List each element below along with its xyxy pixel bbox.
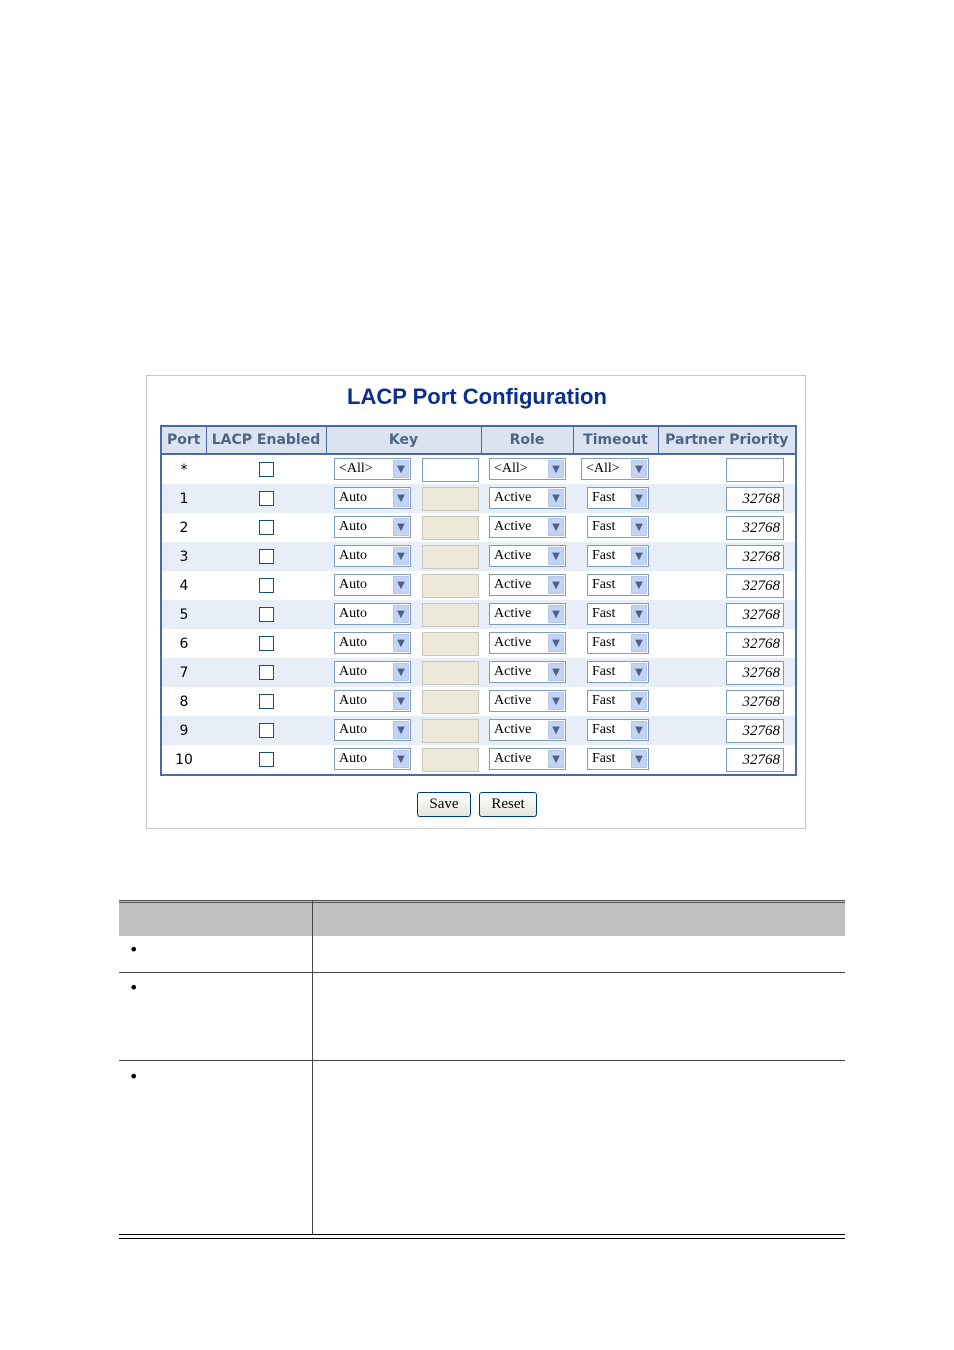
- lacp-enabled-checkbox[interactable]: [259, 665, 274, 680]
- timeout-select[interactable]: Fast ▼: [587, 574, 649, 596]
- partner-priority-input[interactable]: 32768: [726, 487, 784, 511]
- lacp-enabled-checkbox[interactable]: [259, 752, 274, 767]
- table-row: [161, 513, 796, 542]
- chevron-down-icon: ▼: [548, 518, 564, 536]
- chevron-down-icon: ▼: [548, 721, 564, 739]
- chevron-down-icon: ▼: [548, 547, 564, 565]
- timeout-select[interactable]: Fast ▼: [587, 603, 649, 625]
- chevron-down-icon: ▼: [548, 750, 564, 768]
- key-select[interactable]: Auto ▼: [334, 748, 411, 770]
- key-select[interactable]: Auto ▼: [334, 632, 411, 654]
- partner-priority-all-input[interactable]: [726, 458, 784, 482]
- timeout-select[interactable]: Fast ▼: [587, 690, 649, 712]
- header-port: Port: [161, 426, 206, 454]
- timeout-all-select[interactable]: <All> ▼: [581, 458, 649, 480]
- chevron-down-icon: ▼: [548, 489, 564, 507]
- timeout-select[interactable]: Fast ▼: [587, 516, 649, 538]
- partner-priority-input[interactable]: 32768: [726, 661, 784, 685]
- timeout-select[interactable]: Fast ▼: [587, 719, 649, 741]
- chevron-down-icon: ▼: [548, 576, 564, 594]
- port-cell: 6: [161, 629, 206, 658]
- table-row: [161, 542, 796, 571]
- role-select[interactable]: Active ▼: [489, 574, 566, 596]
- key-select[interactable]: Auto ▼: [334, 545, 411, 567]
- partner-priority-input[interactable]: 32768: [726, 574, 784, 598]
- port-cell: 9: [161, 716, 206, 745]
- key-value-input: [422, 603, 479, 627]
- table-row: [161, 687, 796, 716]
- reset-button[interactable]: Reset: [479, 792, 537, 817]
- key-value-input: [422, 661, 479, 685]
- header-key: Key: [326, 426, 481, 454]
- port-cell: *: [161, 454, 206, 484]
- table-row: [161, 745, 796, 775]
- key-all-select[interactable]: <All> ▼: [334, 458, 411, 480]
- chevron-down-icon: ▼: [631, 692, 647, 710]
- chevron-down-icon: ▼: [393, 605, 409, 623]
- role-select[interactable]: Active ▼: [489, 690, 566, 712]
- key-select[interactable]: Auto ▼: [334, 487, 411, 509]
- header-lacp-enabled: LACP Enabled: [206, 426, 326, 454]
- key-value-input: [422, 719, 479, 743]
- role-select[interactable]: Active ▼: [489, 516, 566, 538]
- chevron-down-icon: ▼: [631, 634, 647, 652]
- key-select[interactable]: Auto ▼: [334, 574, 411, 596]
- chevron-down-icon: ▼: [393, 721, 409, 739]
- port-cell: 1: [161, 484, 206, 513]
- chevron-down-icon: ▼: [631, 576, 647, 594]
- role-select[interactable]: Active ▼: [489, 487, 566, 509]
- key-select[interactable]: Auto ▼: [334, 690, 411, 712]
- port-cell: 10: [161, 745, 206, 775]
- timeout-select[interactable]: Fast ▼: [587, 545, 649, 567]
- lacp-enabled-checkbox[interactable]: [259, 607, 274, 622]
- lacp-enabled-all-checkbox[interactable]: [259, 462, 274, 477]
- table-row: [161, 629, 796, 658]
- key-select[interactable]: Auto ▼: [334, 603, 411, 625]
- partner-priority-input[interactable]: 32768: [726, 690, 784, 714]
- key-value-input: [422, 690, 479, 714]
- lacp-config-panel: [146, 375, 806, 829]
- description-header: [119, 900, 845, 936]
- role-all-select[interactable]: <All> ▼: [489, 458, 566, 480]
- table-row: [161, 484, 796, 513]
- chevron-down-icon: ▼: [548, 460, 564, 478]
- role-select[interactable]: Active ▼: [489, 748, 566, 770]
- role-select[interactable]: Active ▼: [489, 719, 566, 741]
- port-cell: 8: [161, 687, 206, 716]
- key-value-input: [422, 574, 479, 598]
- key-value-input: [422, 545, 479, 569]
- chevron-down-icon: ▼: [548, 663, 564, 681]
- lacp-enabled-checkbox[interactable]: [259, 636, 274, 651]
- chevron-down-icon: ▼: [631, 518, 647, 536]
- chevron-down-icon: ▼: [548, 605, 564, 623]
- chevron-down-icon: ▼: [393, 460, 409, 478]
- timeout-select[interactable]: Fast ▼: [587, 487, 649, 509]
- bullet: •: [129, 978, 139, 997]
- chevron-down-icon: ▼: [631, 750, 647, 768]
- chevron-down-icon: ▼: [393, 663, 409, 681]
- table-row: [161, 658, 796, 687]
- chevron-down-icon: ▼: [631, 721, 647, 739]
- chevron-down-icon: ▼: [393, 547, 409, 565]
- key-value-input: [422, 632, 479, 656]
- port-cell: 3: [161, 542, 206, 571]
- bullet: •: [129, 1067, 139, 1086]
- header-partner-priority: Partner Priority: [658, 426, 796, 454]
- role-select[interactable]: Active ▼: [489, 661, 566, 683]
- chevron-down-icon: ▼: [393, 518, 409, 536]
- partner-priority-input[interactable]: 32768: [726, 748, 784, 772]
- table-row-all: [161, 454, 796, 484]
- table-row: [161, 600, 796, 629]
- chevron-down-icon: ▼: [393, 489, 409, 507]
- chevron-down-icon: ▼: [631, 547, 647, 565]
- header-role: Role: [481, 426, 573, 454]
- key-value-input: [422, 516, 479, 540]
- lacp-enabled-checkbox[interactable]: [259, 491, 274, 506]
- table-row: [161, 571, 796, 600]
- save-button[interactable]: Save: [417, 792, 471, 817]
- role-select[interactable]: Active ▼: [489, 632, 566, 654]
- chevron-down-icon: ▼: [631, 489, 647, 507]
- chevron-down-icon: ▼: [393, 576, 409, 594]
- timeout-select[interactable]: Fast ▼: [587, 661, 649, 683]
- partner-priority-input[interactable]: 32768: [726, 632, 784, 656]
- partner-priority-input[interactable]: 32768: [726, 516, 784, 540]
- chevron-down-icon: ▼: [393, 692, 409, 710]
- key-select[interactable]: Auto ▼: [334, 719, 411, 741]
- chevron-down-icon: ▼: [631, 663, 647, 681]
- port-cell: 2: [161, 513, 206, 542]
- port-cell: 5: [161, 600, 206, 629]
- chevron-down-icon: ▼: [631, 460, 647, 478]
- bullet: •: [129, 940, 139, 959]
- key-select[interactable]: Auto ▼: [334, 516, 411, 538]
- lacp-enabled-checkbox[interactable]: [259, 549, 274, 564]
- partner-priority-input[interactable]: 32768: [726, 603, 784, 627]
- chevron-down-icon: ▼: [548, 692, 564, 710]
- chevron-down-icon: ▼: [631, 605, 647, 623]
- role-select[interactable]: Active ▼: [489, 603, 566, 625]
- partner-priority-input[interactable]: 32768: [726, 719, 784, 743]
- lacp-enabled-checkbox[interactable]: [259, 694, 274, 709]
- chevron-down-icon: ▼: [393, 750, 409, 768]
- lacp-port-table: [160, 425, 797, 776]
- timeout-select[interactable]: Fast ▼: [587, 748, 649, 770]
- lacp-enabled-checkbox[interactable]: [259, 723, 274, 738]
- key-value-input: [422, 748, 479, 772]
- port-cell: 4: [161, 571, 206, 600]
- port-cell: 7: [161, 658, 206, 687]
- timeout-select[interactable]: Fast ▼: [587, 632, 649, 654]
- partner-priority-input[interactable]: 32768: [726, 545, 784, 569]
- header-timeout: Timeout: [573, 426, 658, 454]
- chevron-down-icon: ▼: [393, 634, 409, 652]
- key-value-input: [422, 487, 479, 511]
- description-table: [119, 900, 845, 1238]
- lacp-enabled-checkbox[interactable]: [259, 520, 274, 535]
- lacp-enabled-checkbox[interactable]: [259, 578, 274, 593]
- role-select[interactable]: Active ▼: [489, 545, 566, 567]
- key-select[interactable]: Auto ▼: [334, 661, 411, 683]
- page-title: LACP Port Configuration: [347, 384, 607, 409]
- key-all-input[interactable]: [422, 458, 479, 482]
- chevron-down-icon: ▼: [548, 634, 564, 652]
- table-row: [161, 716, 796, 745]
